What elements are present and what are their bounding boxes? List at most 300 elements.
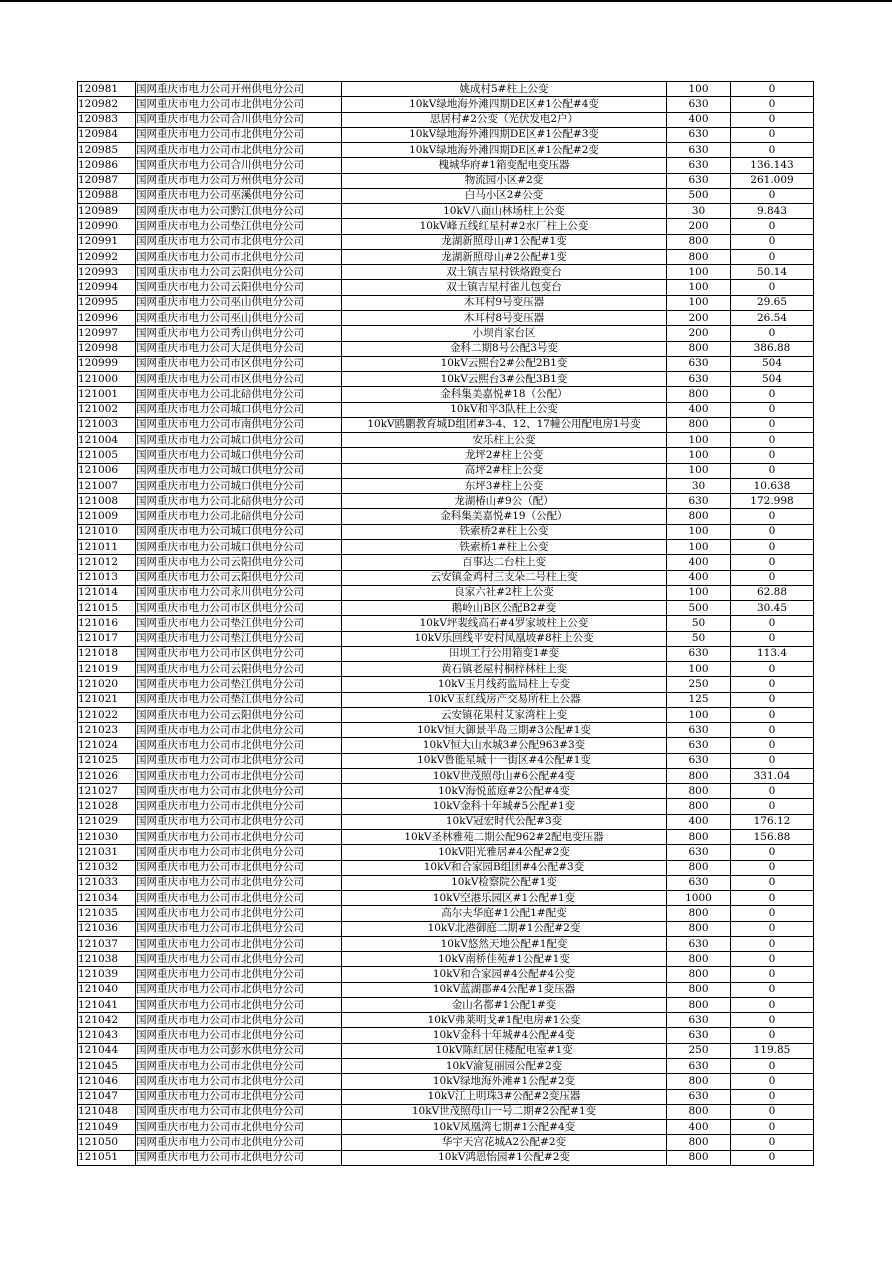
cell-id: 121021 [78, 692, 136, 707]
cell-load: 0 [731, 127, 814, 142]
table-row [78, 875, 814, 890]
cell-organization: 国网重庆市电力公司云阳供电分公司 [136, 662, 342, 677]
cell-id: 121043 [78, 1028, 136, 1043]
cell-load: 26.54 [731, 310, 814, 325]
table-row [78, 570, 814, 585]
cell-capacity: 800 [667, 967, 731, 982]
cell-transformer-name: 10kV凤凰湾七期#1公配#4变 [342, 1120, 667, 1135]
cell-organization: 国网重庆市电力公司市北供电分公司 [136, 1074, 342, 1089]
cell-organization: 国网重庆市电力公司城口供电分公司 [136, 524, 342, 539]
cell-id: 121015 [78, 601, 136, 616]
cell-id: 120985 [78, 143, 136, 158]
cell-id: 121030 [78, 830, 136, 845]
cell-transformer-name: 10kV南桥佳苑#1公配#1变 [342, 952, 667, 967]
cell-load: 0 [731, 707, 814, 722]
cell-id: 121018 [78, 646, 136, 661]
table-row [78, 692, 814, 707]
cell-load: 0 [731, 280, 814, 295]
cell-capacity: 30 [667, 478, 731, 493]
cell-id: 120997 [78, 326, 136, 341]
cell-transformer-name: 10kV绿地海外滩四期DE区#1公配#4变 [342, 97, 667, 112]
cell-capacity: 100 [667, 82, 731, 97]
cell-organization: 国网重庆市电力公司市北供电分公司 [136, 97, 342, 112]
cell-transformer-name: 10kV检察院公配#1变 [342, 875, 667, 890]
cell-transformer-name: 高尔夫华庭#1公配1#配变 [342, 906, 667, 921]
table-row [78, 768, 814, 783]
cell-organization: 国网重庆市电力公司市北供电分公司 [136, 768, 342, 783]
cell-transformer-name: 木耳村8号变压器 [342, 310, 667, 325]
cell-organization: 国网重庆市电力公司市区供电分公司 [136, 356, 342, 371]
cell-transformer-name: 华宇天宫花城A2公配#2变 [342, 1135, 667, 1150]
cell-capacity: 800 [667, 784, 731, 799]
table-row [78, 1150, 814, 1165]
cell-transformer-name: 10kV渝复丽园公配#2变 [342, 1059, 667, 1074]
cell-organization: 国网重庆市电力公司市北供电分公司 [136, 814, 342, 829]
cell-organization: 国网重庆市电力公司市北供电分公司 [136, 1150, 342, 1165]
table-row [78, 1059, 814, 1074]
cell-transformer-name: 10kV世茂照母山#6公配#4变 [342, 768, 667, 783]
cell-capacity: 100 [667, 295, 731, 310]
cell-load: 0 [731, 433, 814, 448]
cell-id: 120999 [78, 356, 136, 371]
cell-organization: 国网重庆市电力公司北碚供电分公司 [136, 509, 342, 524]
cell-load: 0 [731, 326, 814, 341]
cell-organization: 国网重庆市电力公司市北供电分公司 [136, 799, 342, 814]
cell-capacity: 800 [667, 982, 731, 997]
cell-capacity: 630 [667, 1089, 731, 1104]
cell-organization: 国网重庆市电力公司垫江供电分公司 [136, 677, 342, 692]
cell-id: 120981 [78, 82, 136, 97]
cell-id: 120993 [78, 265, 136, 280]
cell-organization: 国网重庆市电力公司市北供电分公司 [136, 875, 342, 890]
transformer-load-table [77, 81, 814, 1166]
page-top-border [0, 0, 892, 2]
cell-transformer-name: 10kV八面山林场柱上公变 [342, 204, 667, 219]
cell-organization: 国网重庆市电力公司合川供电分公司 [136, 112, 342, 127]
table-row [78, 158, 814, 173]
cell-id: 121011 [78, 539, 136, 554]
cell-load: 0 [731, 677, 814, 692]
cell-id: 121007 [78, 478, 136, 493]
cell-load: 136.143 [731, 158, 814, 173]
cell-organization: 国网重庆市电力公司市北供电分公司 [136, 1059, 342, 1074]
cell-id: 120992 [78, 249, 136, 264]
cell-load: 30.45 [731, 601, 814, 616]
cell-capacity: 800 [667, 1135, 731, 1150]
cell-transformer-name: 10kV玉月线药监局柱上专变 [342, 677, 667, 692]
cell-id: 121004 [78, 433, 136, 448]
cell-capacity: 200 [667, 326, 731, 341]
cell-capacity: 500 [667, 601, 731, 616]
cell-capacity: 250 [667, 677, 731, 692]
table-row [78, 112, 814, 127]
cell-capacity: 100 [667, 448, 731, 463]
cell-transformer-name: 黄石镇老屋村桐梓林柱上变 [342, 662, 667, 677]
cell-capacity: 800 [667, 997, 731, 1012]
cell-transformer-name: 10kV恒大御景半岛三期#3公配#1变 [342, 723, 667, 738]
cell-load: 62.88 [731, 585, 814, 600]
cell-id: 121028 [78, 799, 136, 814]
cell-load: 0 [731, 1013, 814, 1028]
cell-organization: 国网重庆市电力公司市区供电分公司 [136, 372, 342, 387]
cell-transformer-name: 10kV蓝湖郡#4公配#1变压器 [342, 982, 667, 997]
cell-load: 0 [731, 570, 814, 585]
cell-transformer-name: 10kV金科十年城#5公配#1变 [342, 799, 667, 814]
cell-capacity: 800 [667, 906, 731, 921]
cell-organization: 国网重庆市电力公司市南供电分公司 [136, 417, 342, 432]
cell-organization: 国网重庆市电力公司市北供电分公司 [136, 249, 342, 264]
cell-transformer-name: 龙湖新照母山#1公配#1变 [342, 234, 667, 249]
cell-capacity: 100 [667, 585, 731, 600]
cell-capacity: 630 [667, 875, 731, 890]
cell-capacity: 800 [667, 799, 731, 814]
table-row [78, 677, 814, 692]
cell-organization: 国网重庆市电力公司市北供电分公司 [136, 784, 342, 799]
table-row [78, 738, 814, 753]
cell-load: 0 [731, 1120, 814, 1135]
cell-organization: 国网重庆市电力公司合川供电分公司 [136, 158, 342, 173]
table-row [78, 478, 814, 493]
table-row [78, 463, 814, 478]
cell-id: 121012 [78, 555, 136, 570]
cell-organization: 国网重庆市电力公司垫江供电分公司 [136, 631, 342, 646]
cell-organization: 国网重庆市电力公司垫江供电分公司 [136, 219, 342, 234]
cell-transformer-name: 10kV和合家园B组团#4公配#3变 [342, 860, 667, 875]
cell-load: 176.12 [731, 814, 814, 829]
cell-id: 121008 [78, 494, 136, 509]
table-row [78, 448, 814, 463]
cell-organization: 国网重庆市电力公司秀山供电分公司 [136, 326, 342, 341]
cell-organization: 国网重庆市电力公司市北供电分公司 [136, 1135, 342, 1150]
cell-capacity: 630 [667, 372, 731, 387]
cell-capacity: 800 [667, 830, 731, 845]
cell-load: 0 [731, 891, 814, 906]
cell-organization: 国网重庆市电力公司云阳供电分公司 [136, 555, 342, 570]
table-row [78, 234, 814, 249]
cell-transformer-name: 10kV峰五线红星村#2水厂柱上公变 [342, 219, 667, 234]
cell-id: 121041 [78, 997, 136, 1012]
table-row [78, 707, 814, 722]
cell-load: 504 [731, 356, 814, 371]
cell-capacity: 800 [667, 1074, 731, 1089]
table-row [78, 356, 814, 371]
table-row [78, 188, 814, 203]
cell-load: 0 [731, 1028, 814, 1043]
table-row [78, 417, 814, 432]
cell-organization: 国网重庆市电力公司市北供电分公司 [136, 891, 342, 906]
cell-capacity: 630 [667, 845, 731, 860]
cell-load: 0 [731, 723, 814, 738]
cell-transformer-name: 10kV陈红居住楼配电室#1变 [342, 1043, 667, 1058]
cell-organization: 国网重庆市电力公司巫山供电分公司 [136, 295, 342, 310]
cell-transformer-name: 云安镇金鸡村三支朵二号柱上变 [342, 570, 667, 585]
cell-organization: 国网重庆市电力公司市北供电分公司 [136, 738, 342, 753]
cell-id: 121045 [78, 1059, 136, 1074]
cell-load: 0 [731, 631, 814, 646]
cell-capacity: 800 [667, 387, 731, 402]
cell-load: 0 [731, 1074, 814, 1089]
cell-load: 113.4 [731, 646, 814, 661]
cell-id: 121044 [78, 1043, 136, 1058]
cell-transformer-name: 云安镇花果村艾家湾柱上变 [342, 707, 667, 722]
cell-transformer-name: 金科集美嘉悦#18（公配） [342, 387, 667, 402]
cell-capacity: 100 [667, 524, 731, 539]
cell-load: 0 [731, 936, 814, 951]
cell-organization: 国网重庆市电力公司北碚供电分公司 [136, 494, 342, 509]
table-row [78, 936, 814, 951]
cell-organization: 国网重庆市电力公司市北供电分公司 [136, 860, 342, 875]
cell-load: 0 [731, 112, 814, 127]
cell-id: 121036 [78, 921, 136, 936]
cell-capacity: 630 [667, 173, 731, 188]
cell-organization: 国网重庆市电力公司永川供电分公司 [136, 585, 342, 600]
cell-transformer-name: 10kV和平3队柱上公变 [342, 402, 667, 417]
cell-transformer-name: 10kV鸿恩怡园#1公配#2变 [342, 1150, 667, 1165]
table-row [78, 310, 814, 325]
cell-load: 156.88 [731, 830, 814, 845]
table-row [78, 1013, 814, 1028]
cell-capacity: 630 [667, 936, 731, 951]
cell-transformer-name: 安乐柱上公变 [342, 433, 667, 448]
table-row [78, 616, 814, 631]
table-row [78, 402, 814, 417]
table-row [78, 341, 814, 356]
cell-capacity: 800 [667, 921, 731, 936]
cell-load: 0 [731, 509, 814, 524]
cell-load: 0 [731, 234, 814, 249]
cell-organization: 国网重庆市电力公司开州供电分公司 [136, 82, 342, 97]
cell-transformer-name: 龙湖椿山#9公（配） [342, 494, 667, 509]
cell-id: 121037 [78, 936, 136, 951]
cell-capacity: 630 [667, 143, 731, 158]
cell-id: 120982 [78, 97, 136, 112]
cell-transformer-name: 龙坪2#柱上公变 [342, 448, 667, 463]
cell-transformer-name: 物流园小区#2变 [342, 173, 667, 188]
table-row [78, 646, 814, 661]
table-row [78, 585, 814, 600]
table-row [78, 433, 814, 448]
cell-capacity: 800 [667, 768, 731, 783]
cell-organization: 国网重庆市电力公司万州供电分公司 [136, 173, 342, 188]
cell-organization: 国网重庆市电力公司城口供电分公司 [136, 539, 342, 554]
cell-transformer-name: 双土镇吉星村雀儿包变台 [342, 280, 667, 295]
table-row [78, 1104, 814, 1119]
table-row [78, 967, 814, 982]
table-row [78, 97, 814, 112]
cell-load: 0 [731, 555, 814, 570]
cell-transformer-name: 金科集美嘉悦#19（公配） [342, 509, 667, 524]
cell-id: 121014 [78, 585, 136, 600]
cell-load: 50.14 [731, 265, 814, 280]
cell-load: 119.85 [731, 1043, 814, 1058]
cell-organization: 国网重庆市电力公司城口供电分公司 [136, 448, 342, 463]
cell-transformer-name: 东坪3#柱上公变 [342, 478, 667, 493]
cell-capacity: 1000 [667, 891, 731, 906]
cell-organization: 国网重庆市电力公司市北供电分公司 [136, 143, 342, 158]
cell-load: 386.88 [731, 341, 814, 356]
cell-transformer-name: 姚成村5#柱上公变 [342, 82, 667, 97]
cell-id: 121017 [78, 631, 136, 646]
cell-capacity: 630 [667, 1059, 731, 1074]
cell-id: 121050 [78, 1135, 136, 1150]
table-row [78, 891, 814, 906]
table-row [78, 539, 814, 554]
cell-load: 0 [731, 539, 814, 554]
cell-capacity: 30 [667, 204, 731, 219]
table-row [78, 997, 814, 1012]
cell-load: 0 [731, 662, 814, 677]
cell-transformer-name: 10kV绿地海外滩#1公配#2变 [342, 1074, 667, 1089]
cell-organization: 国网重庆市电力公司市北供电分公司 [136, 1104, 342, 1119]
cell-load: 0 [731, 875, 814, 890]
cell-id: 121024 [78, 738, 136, 753]
cell-transformer-name: 10kV绿地海外滩四期DE区#1公配#2变 [342, 143, 667, 158]
cell-capacity: 250 [667, 1043, 731, 1058]
table-row [78, 952, 814, 967]
cell-capacity: 125 [667, 692, 731, 707]
cell-load: 331.04 [731, 768, 814, 783]
cell-capacity: 100 [667, 433, 731, 448]
cell-id: 120996 [78, 310, 136, 325]
cell-id: 121023 [78, 723, 136, 738]
cell-load: 0 [731, 784, 814, 799]
cell-organization: 国网重庆市电力公司市北供电分公司 [136, 830, 342, 845]
cell-load: 0 [731, 463, 814, 478]
cell-id: 121026 [78, 768, 136, 783]
cell-transformer-name: 10kV冠宏时代公配#3变 [342, 814, 667, 829]
cell-capacity: 100 [667, 707, 731, 722]
cell-organization: 国网重庆市电力公司市北供电分公司 [136, 845, 342, 860]
cell-transformer-name: 小坝肖家台区 [342, 326, 667, 341]
cell-capacity: 630 [667, 356, 731, 371]
cell-load: 0 [731, 982, 814, 997]
cell-organization: 国网重庆市电力公司垫江供电分公司 [136, 692, 342, 707]
cell-organization: 国网重庆市电力公司大足供电分公司 [136, 341, 342, 356]
cell-capacity: 400 [667, 814, 731, 829]
table-row [78, 906, 814, 921]
table-row [78, 814, 814, 829]
table-row [78, 524, 814, 539]
cell-capacity: 800 [667, 1104, 731, 1119]
cell-transformer-name: 10kV世茂照母山一号二期#2公配#1变 [342, 1104, 667, 1119]
cell-capacity: 630 [667, 723, 731, 738]
cell-id: 121035 [78, 906, 136, 921]
cell-organization: 国网重庆市电力公司城口供电分公司 [136, 433, 342, 448]
cell-load: 0 [731, 753, 814, 768]
cell-id: 121001 [78, 387, 136, 402]
cell-id: 120987 [78, 173, 136, 188]
table-row [78, 280, 814, 295]
cell-transformer-name: 木耳村9号变压器 [342, 295, 667, 310]
cell-id: 121000 [78, 372, 136, 387]
cell-id: 121046 [78, 1074, 136, 1089]
table-row [78, 631, 814, 646]
cell-load: 0 [731, 1059, 814, 1074]
cell-id: 121029 [78, 814, 136, 829]
cell-capacity: 630 [667, 753, 731, 768]
cell-organization: 国网重庆市电力公司市北供电分公司 [136, 997, 342, 1012]
cell-organization: 国网重庆市电力公司市北供电分公司 [136, 723, 342, 738]
cell-capacity: 100 [667, 265, 731, 280]
cell-transformer-name: 10kV江上明珠3#公配#2变压器 [342, 1089, 667, 1104]
cell-load: 0 [731, 143, 814, 158]
cell-id: 121051 [78, 1150, 136, 1165]
cell-organization: 国网重庆市电力公司市北供电分公司 [136, 753, 342, 768]
cell-organization: 国网重庆市电力公司市北供电分公司 [136, 906, 342, 921]
cell-id: 121033 [78, 875, 136, 890]
cell-id: 121032 [78, 860, 136, 875]
cell-id: 121040 [78, 982, 136, 997]
cell-load: 0 [731, 921, 814, 936]
cell-organization: 国网重庆市电力公司巫山供电分公司 [136, 310, 342, 325]
cell-id: 120983 [78, 112, 136, 127]
cell-capacity: 200 [667, 219, 731, 234]
cell-capacity: 800 [667, 952, 731, 967]
cell-id: 120988 [78, 188, 136, 203]
cell-load: 0 [731, 97, 814, 112]
table-row [78, 249, 814, 264]
cell-capacity: 800 [667, 860, 731, 875]
table-row [78, 219, 814, 234]
cell-load: 0 [731, 249, 814, 264]
cell-organization: 国网重庆市电力公司市北供电分公司 [136, 936, 342, 951]
table-row [78, 845, 814, 860]
cell-load: 0 [731, 952, 814, 967]
table-row [78, 1074, 814, 1089]
cell-load: 172.998 [731, 494, 814, 509]
cell-load: 0 [731, 967, 814, 982]
cell-transformer-name: 10kV圣林雅苑二期公配962#2配电变压器 [342, 830, 667, 845]
cell-organization: 国网重庆市电力公司市北供电分公司 [136, 1089, 342, 1104]
cell-id: 120990 [78, 219, 136, 234]
cell-organization: 国网重庆市电力公司云阳供电分公司 [136, 280, 342, 295]
cell-capacity: 400 [667, 555, 731, 570]
cell-capacity: 800 [667, 509, 731, 524]
cell-transformer-name: 10kV恒大山水城3#公配963#3变 [342, 738, 667, 753]
cell-transformer-name: 10kV绿地海外滩四期DE区#1公配#3变 [342, 127, 667, 142]
table-row [78, 494, 814, 509]
cell-id: 120989 [78, 204, 136, 219]
cell-load: 261.009 [731, 173, 814, 188]
table-row [78, 387, 814, 402]
cell-capacity: 800 [667, 234, 731, 249]
cell-transformer-name: 白马小区2#公变 [342, 188, 667, 203]
cell-transformer-name: 10kV玉红线房产交易所柱上公器 [342, 692, 667, 707]
cell-transformer-name: 双土镇吉星村铁烙蹬变台 [342, 265, 667, 280]
table-row [78, 799, 814, 814]
cell-load: 0 [731, 448, 814, 463]
table-row [78, 784, 814, 799]
table-body [78, 82, 814, 1166]
cell-capacity: 500 [667, 188, 731, 203]
cell-organization: 国网重庆市电力公司巫溪供电分公司 [136, 188, 342, 203]
cell-id: 121020 [78, 677, 136, 692]
cell-load: 504 [731, 372, 814, 387]
cell-id: 120995 [78, 295, 136, 310]
cell-organization: 国网重庆市电力公司垫江供电分公司 [136, 616, 342, 631]
cell-transformer-name: 10kV坪裴线高石#4罗家坡柱上公变 [342, 616, 667, 631]
cell-transformer-name: 10kV阳光雅居#4公配#2变 [342, 845, 667, 860]
cell-id: 120986 [78, 158, 136, 173]
cell-organization: 国网重庆市电力公司市北供电分公司 [136, 1028, 342, 1043]
cell-id: 120991 [78, 234, 136, 249]
cell-transformer-name: 槐城华府#1箱变配电变压器 [342, 158, 667, 173]
cell-id: 120998 [78, 341, 136, 356]
cell-organization: 国网重庆市电力公司云阳供电分公司 [136, 265, 342, 280]
table-row [78, 372, 814, 387]
cell-organization: 国网重庆市电力公司云阳供电分公司 [136, 570, 342, 585]
table-row [78, 1120, 814, 1135]
